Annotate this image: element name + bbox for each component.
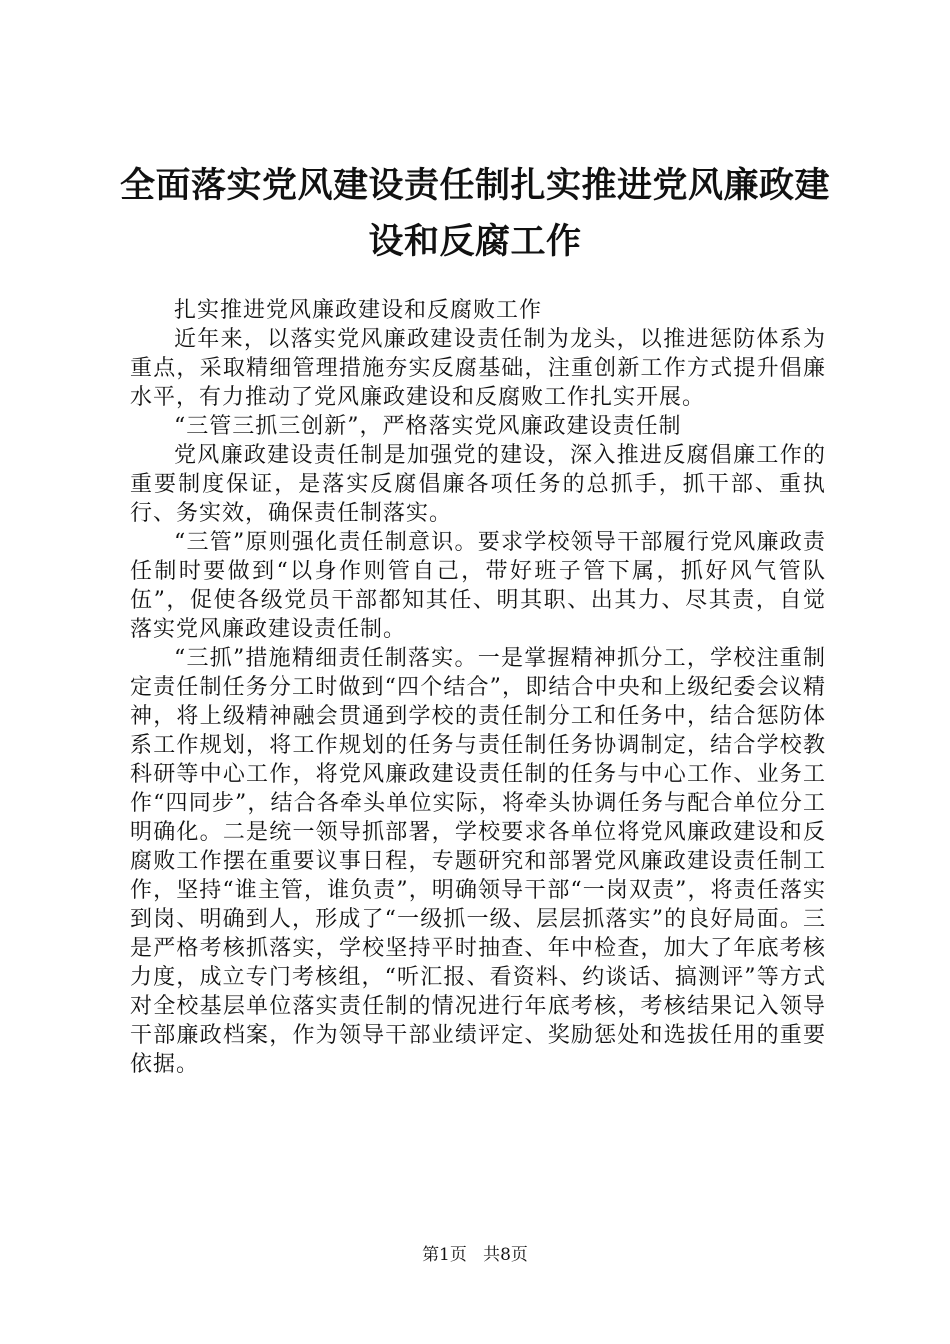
body-paragraph: “三管”原则强化责任制意识。要求学校领导干部履行党风廉政责任制时要做到“以身作则管自己，带好班子管下属，抓好风气管队伍”，促使各级党员干部都知其任、明其职、出其力、尽其责，自觉落实党风廉政建设责任制。 (130, 530, 826, 642)
document-title: 全面落实党风建设责任制扎实推进党风廉政建设和反腐工作 (120, 166, 831, 262)
page-number: 第1页 (422, 1245, 467, 1265)
intro-paragraph: 近年来，以落实党风廉政建设责任制为龙头，以推进惩防体系为重点，采取精细管理措施夯实反腐基础，注重创新工作方式提升倡廉水平，有力推动了党风廉政建设和反腐败工作扎实开展。 (130, 327, 826, 410)
page-footer (0, 1244, 950, 1266)
body-paragraph: “三抓”措施精细责任制落实。一是掌握精神抓分工，学校注重制定责任制任务分工时做到“四个结合”，即结合中央和上级纪委会议精神，将上级精神融会贯通到学校的责任制分工和任务中，结合惩防体系工作规划，将工作规划的任务与责任制任务协调制定，结合学校教科研等中心工作，将党风廉政建设责任制的任务与中心工作、业务工作“四同步”，结合各牵头单位实际，将牵头协调任务与配合单位分工明确化。二是统一领导抓部署，学校要求各单位将党风廉政建设和反腐败工作摆在重要议事日程，专题研究和部署党风廉政建设责任制工作，坚持“谁主管，谁负责”，明确领导干部“一岗双责”，将责任落实到岗、明确到人，形成了“一级抓一级、层层抓落实”的良好局面。三是严格考核抓落实，学校坚持平时抽查、年中检查，加大了年底考核力度，成立专门考核组，“听汇报、看资料、约谈话、搞测评”等方式对全校基层单位落实责任制的情况进行年底考核，考核结果记入领导干部廉政档案，作为领导干部业绩评定、奖励惩处和选拔任用的重要依据。 (130, 646, 826, 1077)
body-paragraph: 党风廉政建设责任制是加强党的建设，深入推进反腐倡廉工作的重要制度保证，是落实反腐倡廉各项任务的总抓手，抓干部、重执行、务实效，确保责任制落实。 (130, 443, 826, 526)
subtitle-paragraph: 扎实推进党风廉政建设和反腐败工作 (174, 298, 543, 323)
section-heading: “三管三抓三创新”，严格落实党风廉政建设责任制 (174, 414, 682, 439)
page-total: 共8页 (483, 1245, 528, 1265)
document-body (130, 296, 826, 1079)
